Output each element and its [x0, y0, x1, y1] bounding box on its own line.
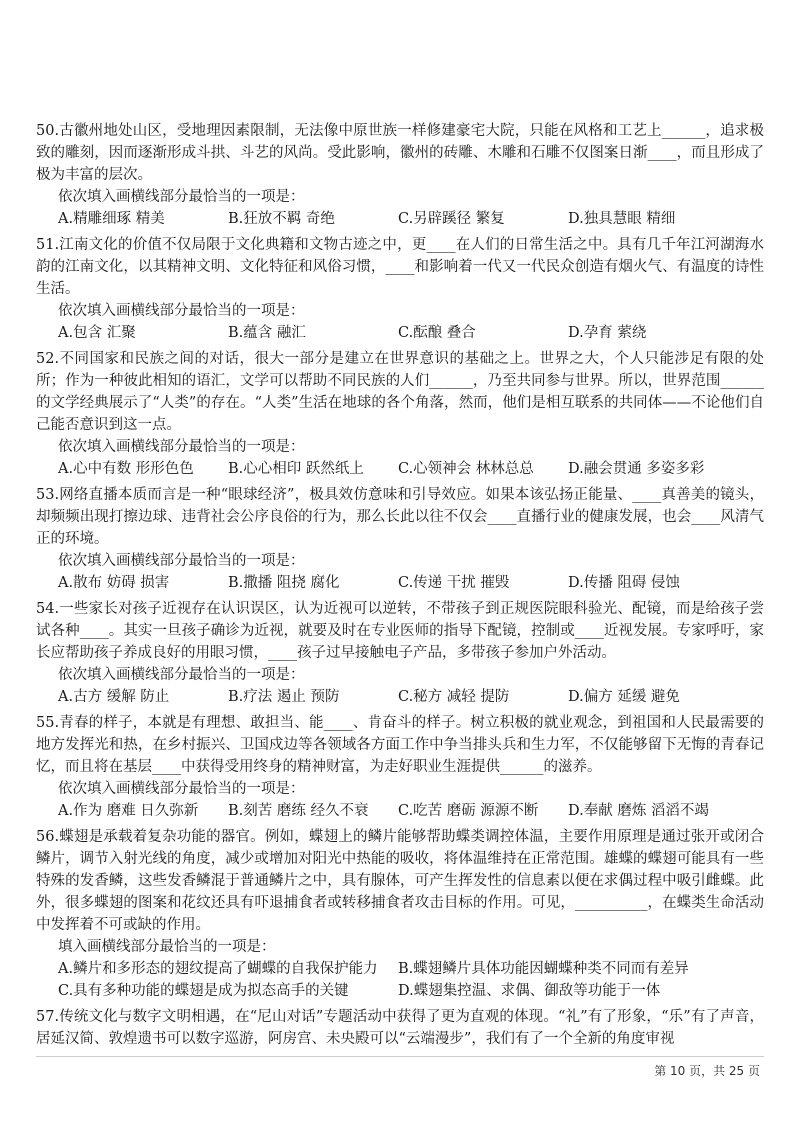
option-b: B.蕴含 融汇 — [228, 325, 306, 341]
option-b: B.心心相印 跃然纸上 — [228, 461, 364, 477]
question-text: 55.青春的样子，本就是有理想、敢担当、能____、肯奋斗的样子。树立积极的就业观念，到祖国和人民最需要的地方发挥光和热，在乡村振兴、卫国戍边等各领域各方面工作中争当排头兵和生力军，不仅能够留下无悔的青春记忆，而且将在基层____中获得受用终身的精神财富，为走好职业生涯提供______的滋养。 — [36, 715, 764, 775]
option-c: C.秘方 减轻 提防 — [398, 689, 510, 705]
option-b: B.蝶翅鳞片具体功能因蝴蝶种类不同而有差异 — [398, 961, 689, 977]
question-text: 54.一些家长对孩子近视存在认识误区，认为近视可以逆转，不带孩子到正规医院眼科验光、配镜，而是给孩子尝试各种____。其实一旦孩子确诊为近视，就要及时在专业医师的指导下配镜，控制或____近视发展。专家呼吁，家长应帮助孩子养成良好的用眼习惯，____孩子过早接触电子产品，多带孩子参加户外活动。 — [36, 601, 764, 661]
question-50 — [36, 120, 764, 230]
option-a: A.作为 磨难 日久弥新 — [58, 803, 199, 819]
option-a: A.古方 缓解 防止 — [58, 689, 170, 705]
question-list — [36, 120, 764, 1050]
footer-divider — [36, 1056, 764, 1057]
question-text: 56.蝶翅是承载着复杂功能的器官。例如，蝶翅上的鳞片能够帮助蝶类调控体温，主要作用原理是通过张开或闭合鳞片，调节入射光线的角度，减少或增加对阳光中热能的吸收，将体温维持在正常范围。雄蝶的蝶翅可能具有一些特殊的发香鳞，这些发香鳞混于普通鳞片之中，具有腺体，可产生挥发性的信息素以便在求偶过程中吸引雌蝶。此外，很多蝶翅的图案和花纹还具有吓退捕食者或转移捕食者攻击目标的作用。可见，__________，在蝶类生命活动中发挥着不可或缺的作用。 — [36, 829, 764, 933]
question-instruction: 填入画横线部分最恰当的一项是： — [58, 939, 276, 955]
option-b: B.刻苦 磨练 经久不衰 — [228, 803, 369, 819]
option-c: C.心领神会 林林总总 — [398, 461, 534, 477]
option-d: D.蝶翅集控温、求偶、御敌等功能于一体 — [398, 983, 661, 999]
question-53 — [36, 484, 764, 594]
question-55 — [36, 712, 764, 822]
option-d: D.偏方 延缓 避免 — [568, 689, 680, 705]
question-text: 50.古徽州地处山区，受地理因素限制，无法像中原世族一样修建豪宅大院，只能在风格和工艺上______，追求极致的雕刻，因而逐渐形成斗拱、斗艺的风尚。受此影响，徽州的砖雕、木雕和石雕不仅图案日渐____，而且形成了极为丰富的层次。 — [36, 123, 764, 183]
question-instruction: 依次填入画横线部分最恰当的一项是： — [58, 439, 305, 455]
question-56 — [36, 826, 764, 1002]
question-text: 52.不同国家和民族之间的对话，很大一部分是建立在世界意识的基础之上。世界之大，个人只能涉足有限的处所；作为一种彼此相知的语汇，文学可以帮助不同民族的人们______，乃至共同参与世界。所以，世界范围______的文学经典展示了“人类”的存在。“人类”生活在地球的各个角落，然而，他们是相互联系的共同体——不论他们自己能否意识到这一点。 — [36, 351, 764, 433]
option-d: D.传播 阻碍 侵蚀 — [568, 575, 680, 591]
question-text: 53.网络直播本质而言是一种“眼球经济”，极具效仿意味和引导效应。如果本该弘扬正能量、____真善美的镜头，却频频出现打擦边球、违背社会公序良俗的行为，那么长此以往不仅会____直播行业的健康发展，也会____风清气正的环境。 — [36, 487, 764, 547]
question-instruction: 依次填入画横线部分最恰当的一项是： — [58, 553, 305, 569]
option-d: D.奉献 磨炼 滔滔不竭 — [568, 803, 709, 819]
question-52 — [36, 348, 764, 480]
question-instruction: 依次填入画横线部分最恰当的一项是： — [58, 189, 305, 205]
question-57 — [36, 1006, 764, 1050]
option-a: A.精雕细琢 精美 — [58, 211, 165, 227]
option-c: C.传递 干扰 摧毁 — [398, 575, 510, 591]
question-instruction: 依次填入画横线部分最恰当的一项是： — [58, 667, 305, 683]
question-text: 51.江南文化的价值不仅局限于文化典籍和文物古迹之中，更____在人们的日常生活之中。具有几千年江河湖海水韵的江南文化，以其精神文明、文化特征和风俗习惯，____和影响着一代又一代民众创造有烟火气、有温度的诗性生活。 — [36, 237, 764, 297]
question-instruction: 依次填入画横线部分最恰当的一项是： — [58, 303, 305, 319]
options-row — [36, 208, 764, 230]
options-row — [36, 958, 764, 1002]
question-instruction: 依次填入画横线部分最恰当的一项是： — [58, 781, 305, 797]
option-b: B.疗法 遏止 预防 — [228, 689, 340, 705]
options-row — [36, 458, 764, 480]
option-a: A.鳞片和多形态的翅纹提高了蝴蝶的自我保护能力 — [58, 961, 378, 977]
option-a: A.心中有数 形形色色 — [58, 461, 194, 477]
option-b: B.撒播 阻挠 腐化 — [228, 575, 340, 591]
options-row — [36, 800, 764, 822]
options-row — [36, 322, 764, 344]
option-d: D.融会贯通 多姿多彩 — [568, 461, 705, 477]
option-b: B.狂放不羁 奇绝 — [228, 211, 335, 227]
option-d: D.孕育 萦绕 — [568, 325, 647, 341]
options-row — [36, 572, 764, 594]
option-d: D.独具慧眼 精细 — [568, 211, 676, 227]
question-text: 57.传统文化与数字文明相遇，在“尼山对话”专题活动中获得了更为直观的体现。“礼”有了形象，“乐”有了声音，居延汉简、敦煌遗书可以数字巡游，阿房宫、未央殿可以“云端漫步”，我们有了一个全新的角度审视 — [36, 1009, 764, 1047]
option-c: C.另辟蹊径 繁复 — [398, 211, 505, 227]
option-c: C.酝酿 叠合 — [398, 325, 476, 341]
question-51 — [36, 234, 764, 344]
option-c: C.吃苦 磨砺 源源不断 — [398, 803, 539, 819]
page-number: 第 10 页，共 25 页 — [654, 1064, 760, 1078]
option-a: A.包含 汇聚 — [58, 325, 136, 341]
question-54 — [36, 598, 764, 708]
option-a: A.散布 妨碍 损害 — [58, 575, 170, 591]
options-row — [36, 686, 764, 708]
option-c: C.具有多种功能的蝶翅是成为拟态高手的关键 — [58, 983, 349, 999]
